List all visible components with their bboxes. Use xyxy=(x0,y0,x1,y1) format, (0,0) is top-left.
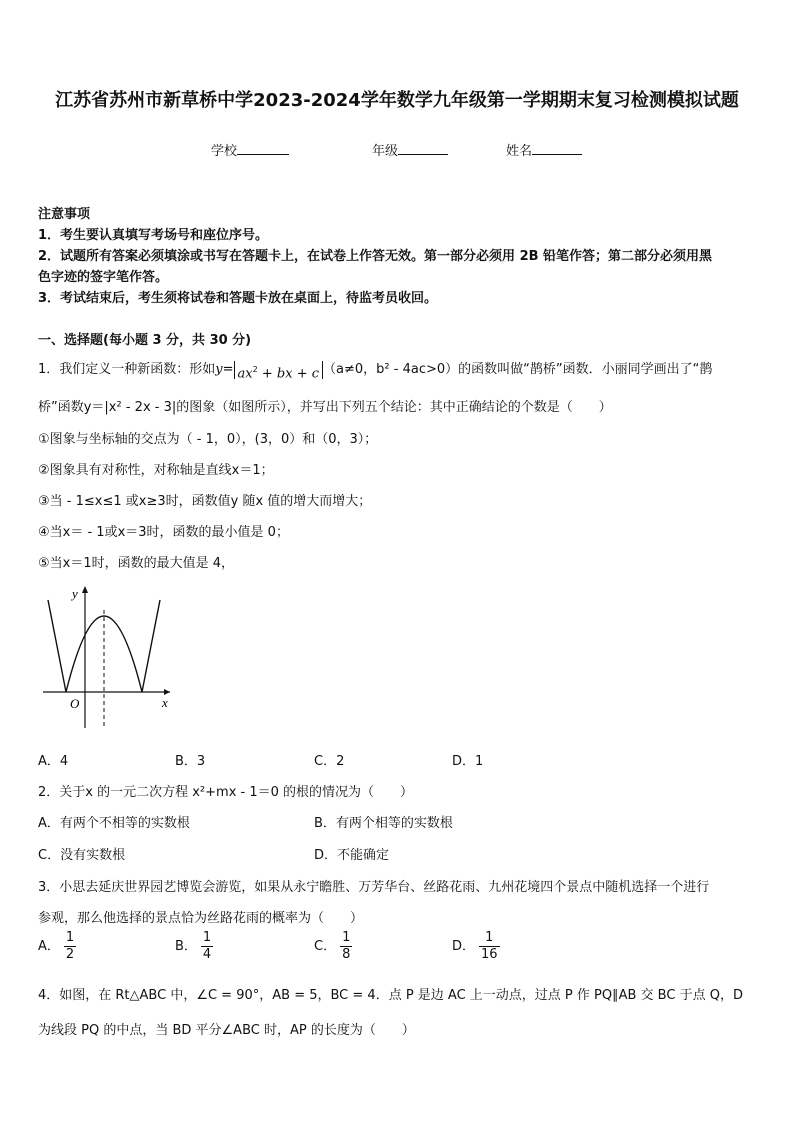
q1-statement: ⑤当x＝1时，函数的最大值是 4， xyxy=(38,556,235,571)
q3-option-a[interactable]: A． $\frac{1}{2}$ xyxy=(38,930,75,962)
fraction: $\frac{1}{2}$ xyxy=(65,930,75,962)
x-axis-label: x xyxy=(162,695,168,710)
q3-option-c[interactable]: C． $\frac{1}{8}$ xyxy=(314,930,351,962)
y-axis-arrow xyxy=(82,586,88,593)
name-label: 姓名 xyxy=(506,144,533,159)
q3-option-d[interactable]: D． $\frac{1}{16}$ xyxy=(452,930,498,962)
notice-item: 2．试题所有答案必须填涂或书写在答题卡上，在试卷上作答无效。第一部分必须用 2B 铅笔作答；第二部分必须用黑 xyxy=(38,249,713,264)
school-field[interactable] xyxy=(211,140,289,159)
q2-option-b[interactable]: B．有两个相等的实数根 xyxy=(314,816,453,831)
origin-label: O xyxy=(70,696,80,711)
q4-stem-line1: 4．如图，在 Rt△ABC 中，∠C = 90°，AB = 5，BC = 4．点 P 是边 AC 上一动点，过点 P 作 PQ∥AB 交 BC 于点 Q，D xyxy=(38,988,743,1003)
q1-stem-line2: 桥”函数y＝|x² - 2x - 3|的图象（如图所示），并写出下列五个结论：其中正确结论的个数是（ ） xyxy=(38,400,612,415)
q2-option-c[interactable]: C．没有实数根 xyxy=(38,848,126,863)
q4-stem-line2: 为线段 PQ 的中点，当 BD 平分∠ABC 时，AP 的长度为（ ） xyxy=(38,1023,415,1038)
q1-option-c[interactable]: C．2 xyxy=(314,754,345,769)
grade-label: 年级 xyxy=(372,144,399,159)
grade-blank[interactable] xyxy=(398,142,448,155)
q2-option-a[interactable]: A．有两个不相等的实数根 xyxy=(38,816,190,831)
q1-statement: ①图象与坐标轴的交点为（ - 1，0），(3，0）和（0，3）； xyxy=(38,432,378,447)
q1-option-b[interactable]: B．3 xyxy=(175,754,206,769)
fraction: $\frac{1}{4}$ xyxy=(202,930,212,962)
notice-item: 3．考试结束后，考生须将试卷和答题卡放在桌面上，待监考员收回。 xyxy=(38,291,438,306)
q3-stem-line1: 3．小思去延庆世界园艺博览会游览，如果从永宁瞻胜、万芳华台、丝路花雨、九州花境四个景点中随机选择一个进行 xyxy=(38,880,710,895)
section-heading: 一、选择题(每小题 3 分，共 30 分) xyxy=(38,333,252,348)
q1-statement: ④当x＝ - 1或x＝3时，函数的最小值是 0； xyxy=(38,525,289,540)
exam-title: 江苏省苏州市新草桥中学2023-2024学年数学九年级第一学期期末复习检测模拟试题 xyxy=(55,90,739,111)
q1-option-a[interactable]: A．4 xyxy=(38,754,69,769)
notice-item: 1．考生要认真填写考场号和座位序号。 xyxy=(38,228,269,243)
school-label: 学校 xyxy=(211,144,238,159)
q1-function-graph xyxy=(38,580,178,730)
notice-item: 色字迹的签字笔作答。 xyxy=(38,270,169,285)
q1-statement: ③当 - 1≤x≤1 或x≥3时，函数值y 随x 值的增大而增大； xyxy=(38,494,372,509)
q2-option-d[interactable]: D．不能确定 xyxy=(314,848,390,863)
fraction: $\frac{1}{8}$ xyxy=(342,930,351,962)
q1-stem-line1: 1．我们定义一种新函数：形如$y= ax^2$ + bx + c （a≠0，b² - 4ac>0）的函数叫做“鹊桥”函数．小丽同学画出了“鹊 xyxy=(38,362,713,381)
grade-field[interactable] xyxy=(372,140,448,159)
abs-expression: $ax^2$ + bx + c xyxy=(234,361,323,379)
fraction: $\frac{1}{16}$ xyxy=(481,930,498,962)
school-blank[interactable] xyxy=(237,142,289,155)
q3-option-b[interactable]: B． $\frac{1}{4}$ xyxy=(175,930,212,962)
notice-heading: 注意事项 xyxy=(38,207,91,222)
name-field[interactable] xyxy=(506,140,582,159)
q1-statement: ②图象具有对称性，对称轴是直线x＝1； xyxy=(38,463,274,478)
q2-stem: 2．关于x 的一元二次方程 x²+mx - 1＝0 的根的情况为（ ） xyxy=(38,785,414,800)
q3-stem-line2: 参观，那么他选择的景点恰为丝路花雨的概率为（ ） xyxy=(38,911,364,926)
name-blank[interactable] xyxy=(532,142,582,155)
q1-option-d[interactable]: D．1 xyxy=(452,754,484,769)
y-axis-label: y xyxy=(72,586,78,601)
